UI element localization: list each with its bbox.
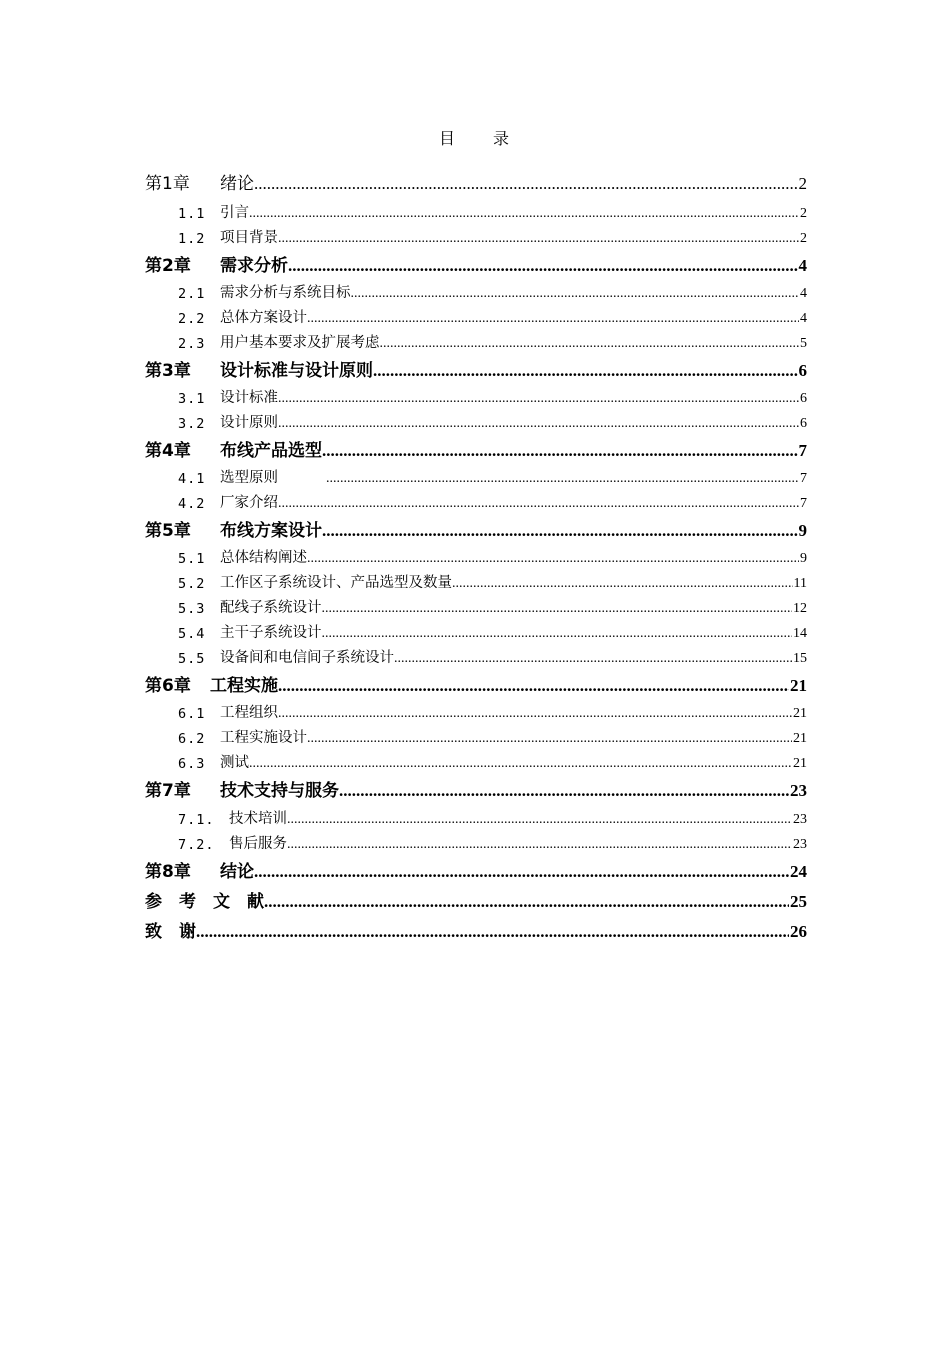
toc-dot-leader: [249, 206, 799, 222]
toc-section-entry[interactable]: [178, 309, 807, 327]
toc-page-number: 11: [793, 576, 807, 591]
toc-entry-number: 2.2: [178, 311, 206, 327]
toc-page-number: 2: [798, 174, 807, 193]
toc-section-entry[interactable]: [178, 599, 807, 617]
toc-dot-leader: [452, 576, 793, 592]
toc-entry-label: 结论: [220, 862, 254, 882]
toc-dot-leader: [287, 812, 792, 828]
toc-page-number: 2: [800, 231, 807, 246]
toc-entry-number: 5.5: [178, 651, 206, 667]
toc-page-number: 9: [798, 521, 807, 540]
toc-entry-label: 主干子系统设计: [220, 625, 322, 641]
toc-page-number: 4: [798, 256, 807, 275]
toc-entry-number: 3.2: [178, 416, 206, 432]
toc-page-number: 2: [800, 206, 807, 221]
toc-dot-leader: [254, 174, 798, 194]
toc-page-number: 25: [790, 892, 807, 911]
toc-dot-leader: [278, 231, 799, 247]
toc-section-entry[interactable]: [178, 469, 807, 487]
toc-entry-number: 5.1: [178, 551, 206, 567]
toc-entry-number: 4.1: [178, 471, 206, 487]
toc-entry-number: 7.1.: [178, 812, 215, 828]
toc-dot-leader: [322, 441, 798, 461]
toc-chapter-entry[interactable]: [145, 359, 807, 381]
toc-page-number: 12: [793, 601, 807, 616]
toc-dot-leader: [287, 837, 792, 853]
toc-chapter-entry[interactable]: [145, 674, 807, 696]
toc-section-entry[interactable]: [178, 229, 807, 247]
toc-entry-label: 工程组织: [220, 705, 278, 721]
toc-dot-leader: [288, 256, 798, 276]
toc-entry-number: 第6章: [145, 676, 191, 696]
toc-entry-label: 售后服务: [229, 836, 287, 852]
toc-dot-leader: [339, 781, 789, 801]
toc-entry-number: 第3章: [145, 361, 191, 381]
toc-entry-label: 总体方案设计: [220, 310, 307, 326]
toc-page-number: 5: [800, 336, 807, 351]
toc-section-entry[interactable]: [178, 549, 807, 567]
toc-entry-label: 配线子系统设计: [220, 600, 322, 616]
toc-section-entry[interactable]: [178, 334, 807, 352]
toc-dot-leader: [322, 626, 793, 642]
toc-page-number: 21: [793, 756, 807, 771]
toc-entry-label: 布线方案设计: [220, 521, 322, 541]
toc-dot-leader: [278, 676, 789, 696]
toc-section-entry[interactable]: [178, 574, 807, 592]
toc-page-number: 6: [798, 361, 807, 380]
toc-entry-label: 工程实施: [210, 676, 278, 696]
toc-dot-leader: [307, 731, 792, 747]
toc-entry-number: 第2章: [145, 256, 191, 276]
toc-page-number: 21: [793, 731, 807, 746]
toc-section-entry[interactable]: [178, 494, 807, 512]
toc-dot-leader: [254, 862, 789, 882]
toc-page-number: 7: [800, 471, 807, 486]
toc-page-number: 4: [800, 311, 807, 326]
toc-entry-number: 6.1: [178, 706, 206, 722]
page-title: 目 录: [438, 129, 511, 148]
toc-page-number: 6: [800, 391, 807, 406]
toc-chapter-entry[interactable]: [145, 439, 807, 461]
toc-dot-leader: [278, 391, 799, 407]
toc-dot-leader: [307, 551, 799, 567]
toc-section-entry[interactable]: [178, 835, 807, 853]
toc-entry-number: 3.1: [178, 391, 206, 407]
toc-entry-number: 第7章: [145, 781, 191, 801]
toc-entry-label: 总体结构阐述: [220, 550, 307, 566]
toc-entry-label: 设计标准与设计原则: [220, 361, 373, 381]
toc-entry-number: 5.2: [178, 576, 206, 592]
toc-entry-number: 致 谢: [145, 922, 196, 942]
toc-chapter-entry[interactable]: [145, 519, 807, 541]
toc-chapter-entry[interactable]: [145, 172, 807, 194]
toc-entry-number: 4.2: [178, 496, 206, 512]
toc-page-number: 21: [790, 676, 807, 695]
toc-entry-number: 1.1: [178, 206, 206, 222]
toc-entry-number: 第1章: [145, 174, 190, 194]
toc-page-number: 7: [800, 496, 807, 511]
toc-entry-number: 5.3: [178, 601, 206, 617]
toc-entry-number: 5.4: [178, 626, 206, 642]
toc-dot-leader: [264, 892, 789, 912]
toc-entry-number: 7.2.: [178, 837, 215, 853]
toc-dot-leader: [322, 601, 793, 617]
toc-dot-leader: [278, 416, 799, 432]
toc-chapter-entry[interactable]: [145, 779, 807, 801]
toc-page-number: 21: [793, 706, 807, 721]
toc-entry-label: 需求分析与系统目标: [220, 285, 351, 301]
toc-entry-label: 技术培训: [229, 811, 287, 827]
toc-dot-leader: [373, 361, 798, 381]
toc-section-entry[interactable]: [178, 284, 807, 302]
toc-page-number: 9: [800, 551, 807, 566]
toc-dot-leader: [307, 311, 799, 327]
toc-section-entry[interactable]: [178, 414, 807, 432]
toc-entry-number: 2.1: [178, 286, 206, 302]
toc-entry-label: 选型原则: [220, 470, 278, 486]
toc-section-entry[interactable]: [178, 204, 807, 222]
toc-section-entry[interactable]: [178, 729, 807, 747]
toc-chapter-entry[interactable]: [145, 860, 807, 882]
toc-section-entry[interactable]: [178, 810, 807, 828]
toc-entry-label: 工作区子系统设计、产品选型及数量: [220, 575, 452, 591]
toc-page-number: 4: [800, 286, 807, 301]
toc-dot-leader: [394, 651, 792, 667]
toc-entry-label: 测试: [220, 755, 249, 771]
toc-entry-label: 厂家介绍: [220, 495, 278, 511]
toc-entry-label: 项目背景: [220, 230, 278, 246]
toc-entry-label: 设计标准: [220, 390, 278, 406]
toc-section-entry[interactable]: [178, 389, 807, 407]
toc-dot-leader: [326, 471, 799, 487]
toc-entry-number: 第8章: [145, 862, 191, 882]
toc-dot-leader: [380, 336, 800, 352]
toc-page-number: 14: [793, 626, 807, 641]
toc-page-number: 23: [793, 812, 807, 827]
toc-page-number: 26: [790, 922, 807, 941]
toc-dot-leader: [351, 286, 800, 302]
toc-page-number: 7: [798, 441, 807, 460]
toc-entry-number: 1.2: [178, 231, 206, 247]
toc-page-number: 15: [793, 651, 807, 666]
toc-dot-leader: [278, 706, 792, 722]
toc-section-entry[interactable]: [178, 754, 807, 772]
toc-section-entry[interactable]: [178, 649, 807, 667]
toc-dot-leader: [322, 521, 798, 541]
toc-entry-label: 用户基本要求及扩展考虑: [220, 335, 380, 351]
toc-entry-label: 需求分析: [220, 256, 288, 276]
toc-entry-number: 2.3: [178, 336, 206, 352]
toc-page-number: 23: [793, 837, 807, 852]
toc-entry-number: 6.3: [178, 756, 206, 772]
toc-entry-label: 设备间和电信间子系统设计: [220, 650, 394, 666]
toc-entry-label: 布线产品选型: [220, 441, 322, 461]
toc-section-entry[interactable]: [178, 624, 807, 642]
toc-entry-number: 第5章: [145, 521, 191, 541]
toc-dot-leader: [249, 756, 792, 772]
toc-entry-label: 工程实施设计: [220, 730, 307, 746]
toc-entry-label: 技术支持与服务: [220, 781, 339, 801]
toc-entry-label: 设计原则: [220, 415, 278, 431]
toc-chapter-entry[interactable]: [145, 920, 807, 942]
toc-entry-label: 绪论: [220, 174, 254, 194]
toc-dot-leader: [278, 496, 799, 512]
toc-chapter-entry[interactable]: [145, 890, 807, 912]
toc-page-number: 23: [790, 781, 807, 800]
toc-entry-number: 第4章: [145, 441, 191, 461]
toc-entry-number: 6.2: [178, 731, 206, 747]
toc-chapter-entry[interactable]: [145, 254, 807, 276]
toc-entry-label: 引言: [220, 205, 249, 221]
toc-section-entry[interactable]: [178, 704, 807, 722]
toc-page-number: 6: [800, 416, 807, 431]
toc-dot-leader: [196, 922, 789, 942]
toc-entry-number: 参 考 文 献: [145, 892, 264, 912]
toc-page-number: 24: [790, 862, 807, 881]
